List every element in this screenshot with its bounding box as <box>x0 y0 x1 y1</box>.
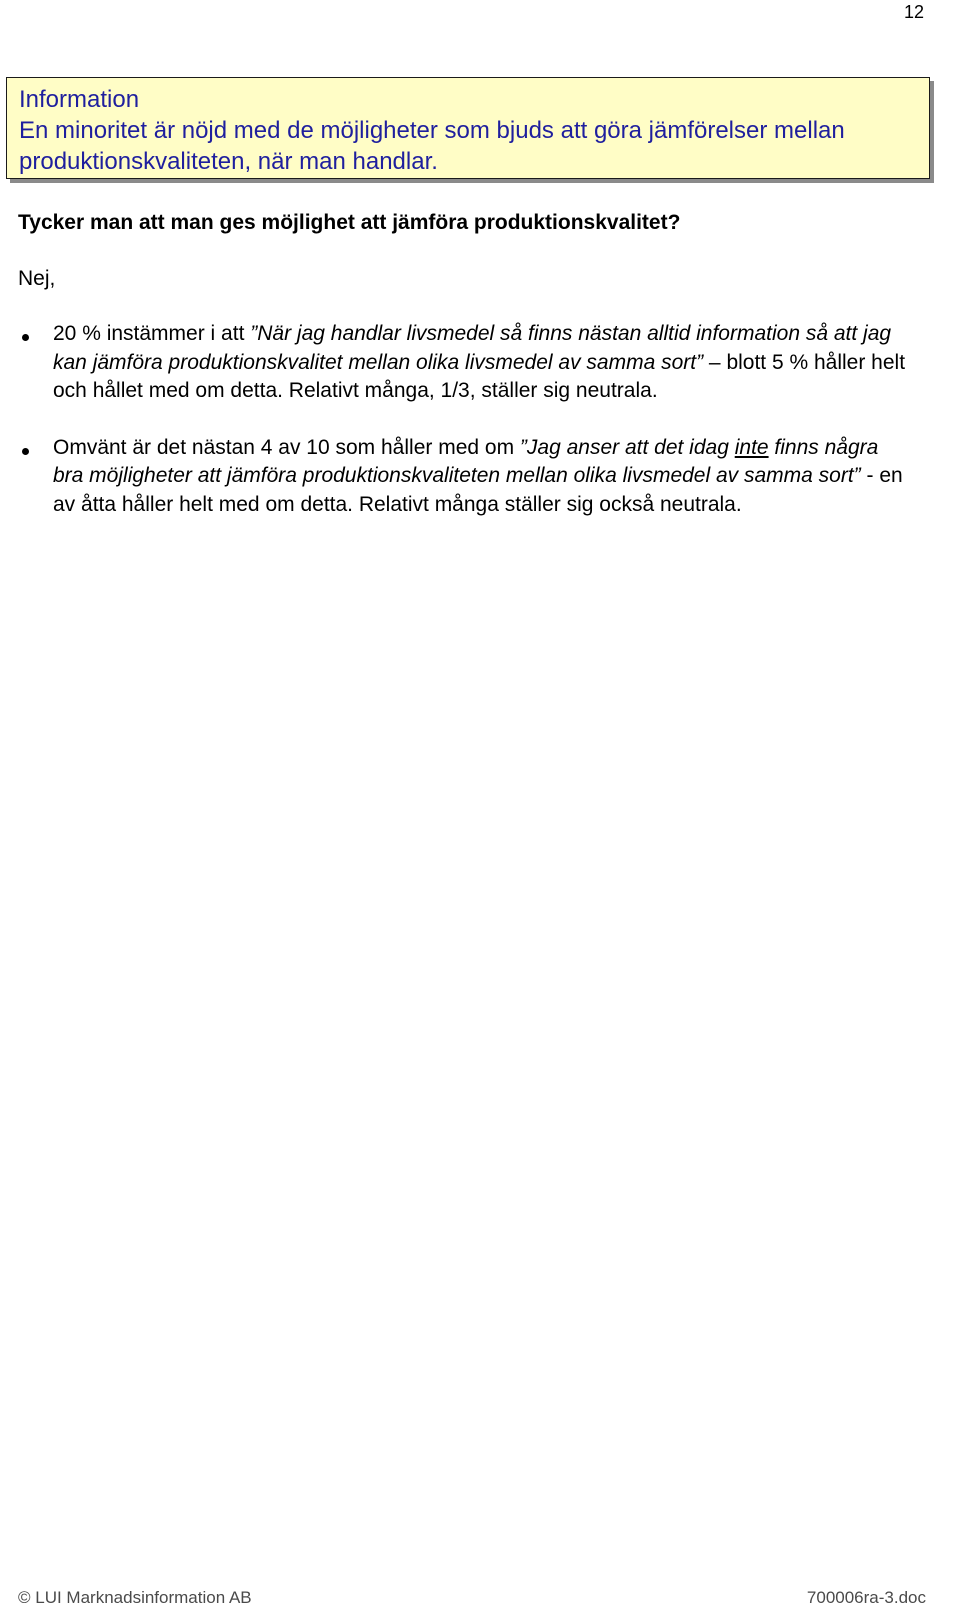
information-body: En minoritet är nöjd med de möjligheter som bjuds att göra jämförelser mellan produktionskvaliteten, när man handlar. <box>19 117 845 175</box>
answer-label: Nej, <box>18 267 56 290</box>
question-heading: Tycker man att man ges möjlighet att jämföra produktionskvalitet? <box>18 211 681 234</box>
bullet-list <box>0 320 960 547</box>
bullet-quote: finns några bra möjligheter att jämföra produktionskvaliteten mellan olika livsmedel av samma sort” <box>53 435 879 487</box>
bullet-text: – blott 5 % håller helt och hållet med om detta. Relativt många, 1/3, ställer sig neutrala. <box>53 350 906 402</box>
bullet-quote-emphasis: inte <box>734 435 769 459</box>
footer-filename: 700006ra-3.doc <box>806 1588 926 1607</box>
bullet-quote: ”När jag handlar livsmedel så finns nästan alltid information så att jag kan jämföra produktionskvalitet mellan olika livsmedel av samma sort” <box>53 322 892 374</box>
bullet-text: - en av åtta håller helt med om detta. Relativt många ställer sig också neutrala. <box>53 464 903 516</box>
information-title: Information <box>19 86 140 113</box>
bullet-icon <box>22 448 29 455</box>
bullet-text: Omvänt är det nästan 4 av 10 som håller med om <box>53 435 520 459</box>
bullet-text: 20 % instämmer i att <box>53 322 251 345</box>
information-box <box>6 77 930 179</box>
list-item <box>0 434 913 520</box>
list-item <box>0 320 913 406</box>
bullet-icon <box>22 334 29 341</box>
bullet-quote: ”Jag anser att det idag <box>519 435 735 459</box>
page-number: 12 <box>903 2 924 22</box>
footer-copyright: © LUI Marknadsinformation AB <box>18 1588 252 1607</box>
